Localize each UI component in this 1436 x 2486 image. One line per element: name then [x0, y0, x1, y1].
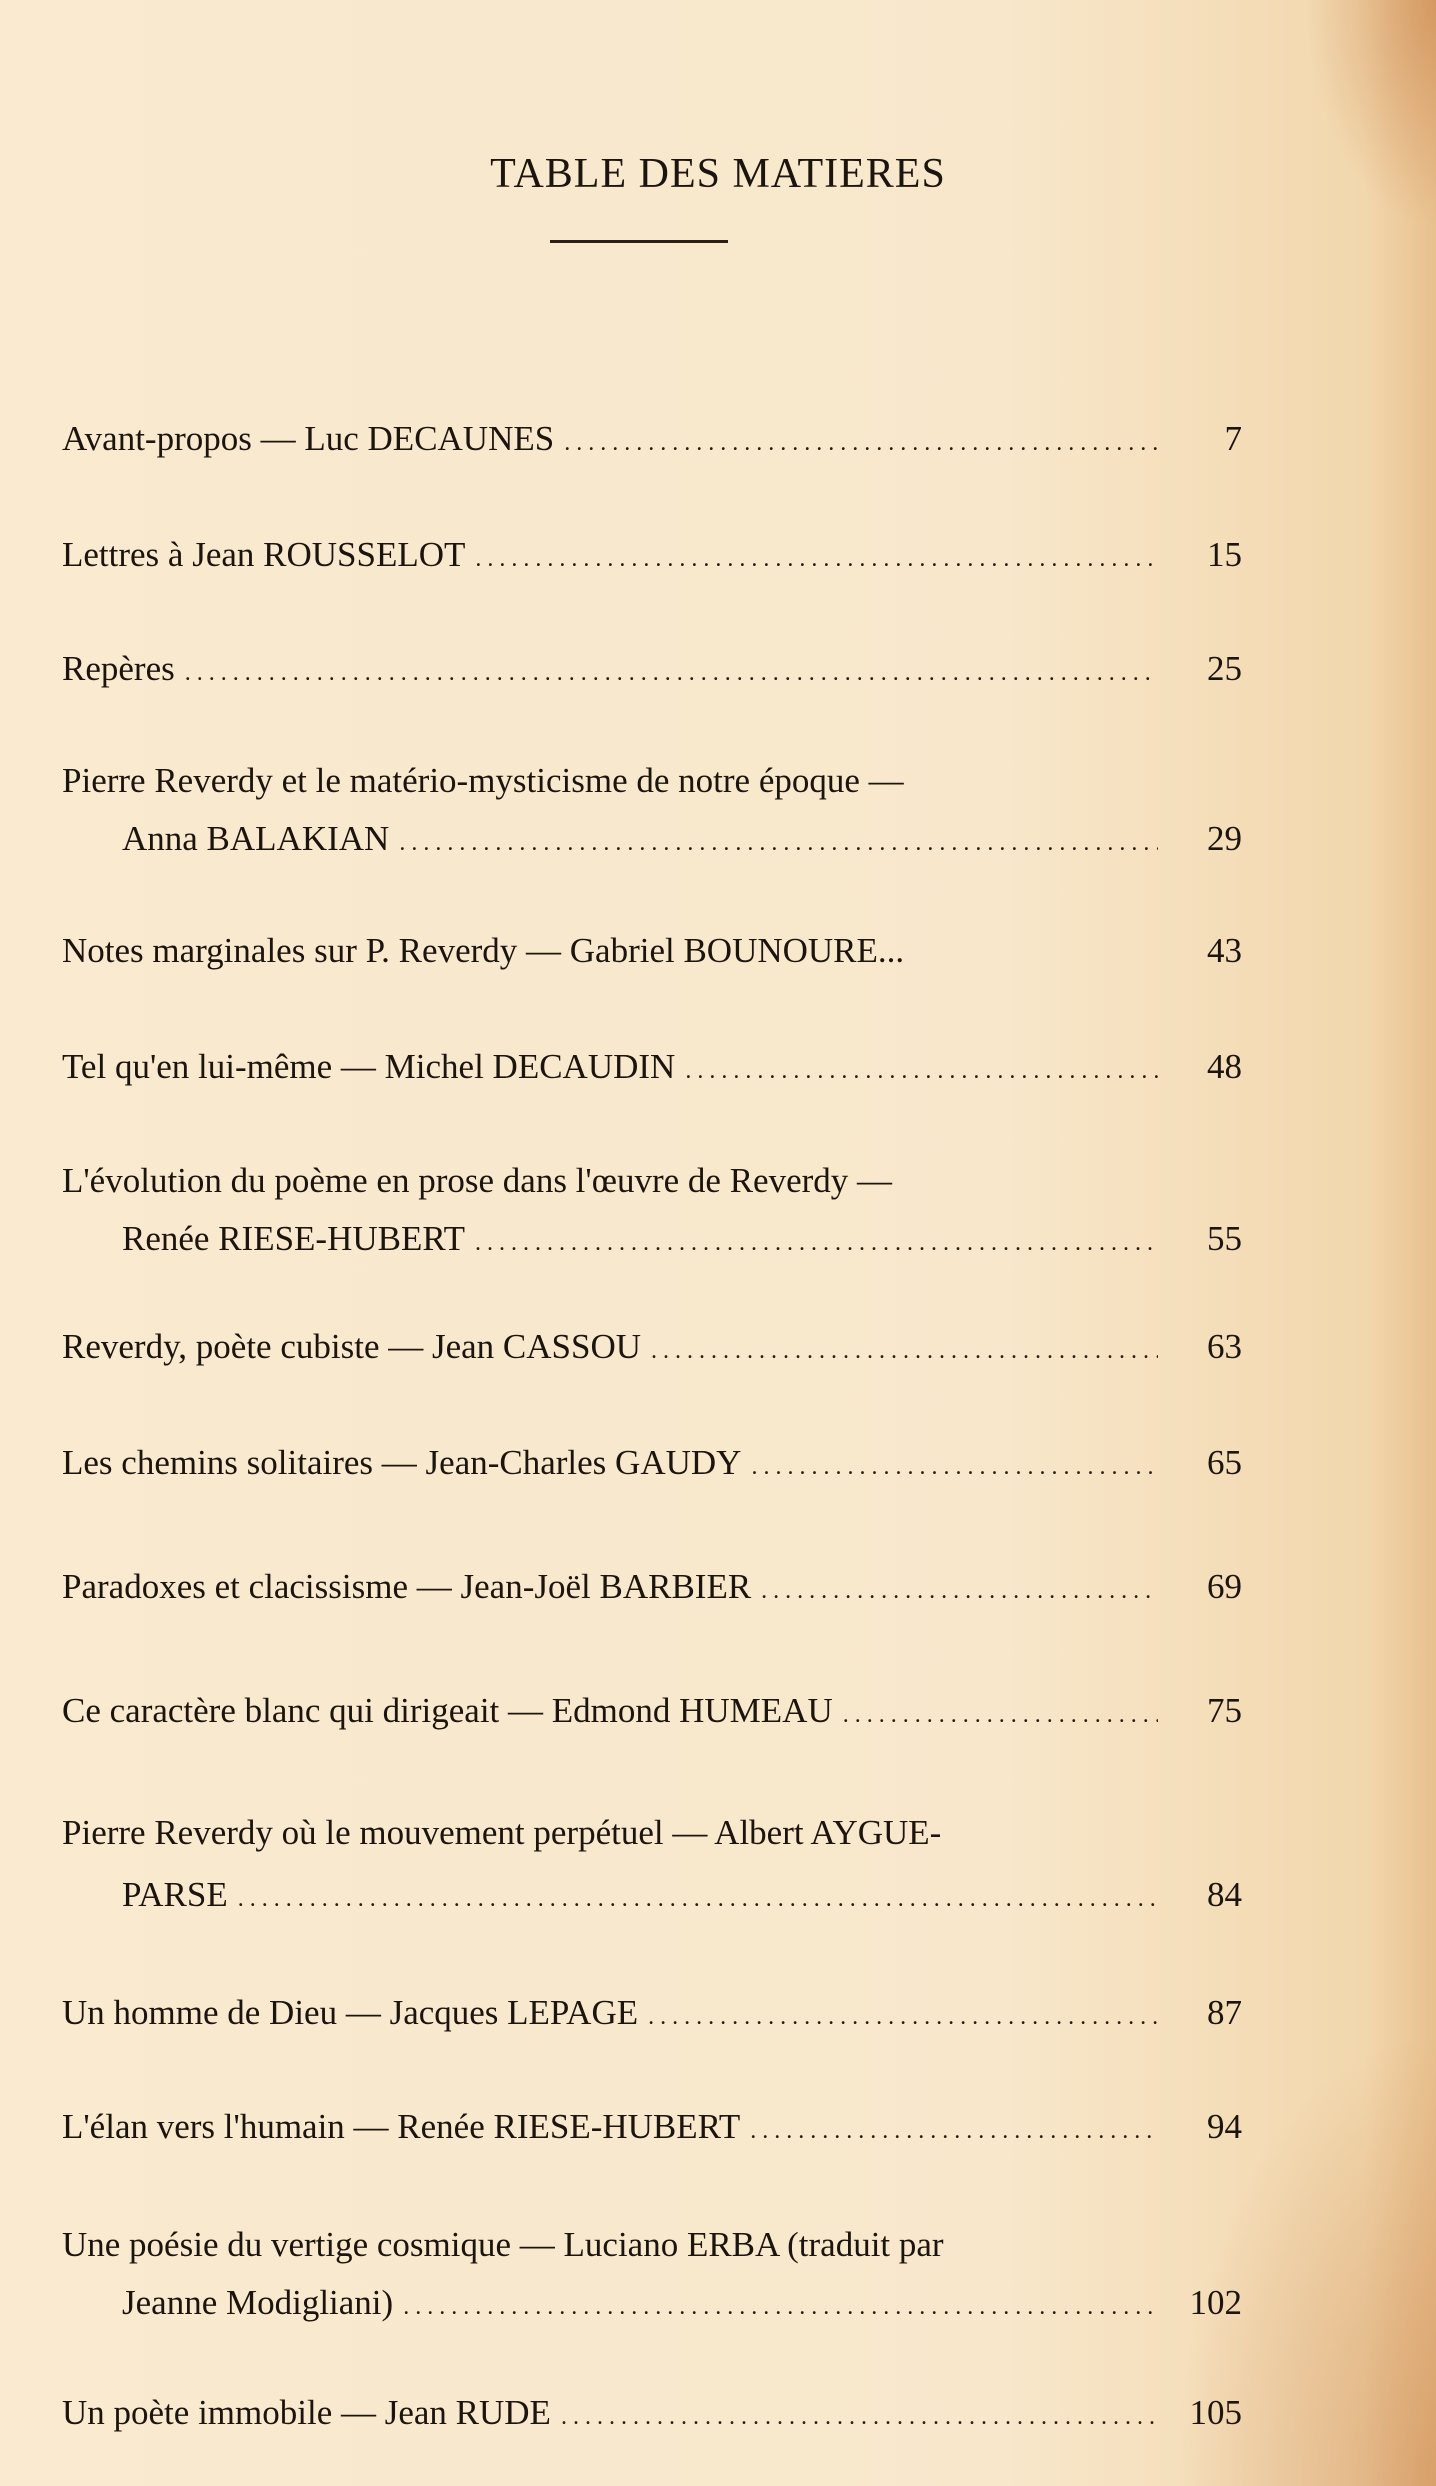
- dot-leader: [238, 1870, 1158, 1928]
- page-number: 65: [1207, 1443, 1242, 1482]
- entry-title: Un poète immobile — Jean RUDE: [62, 2393, 551, 2432]
- toc-entry: [62, 2098, 1242, 2160]
- toc-entry: [62, 1318, 1242, 1380]
- entry-title-continued: Jeanne Modigliani): [122, 2283, 394, 2322]
- entry-title: Avant-propos — Luc DECAUNES: [62, 419, 555, 458]
- entry-title: Reverdy, poète cubiste — Jean CASSOU: [62, 1327, 642, 1366]
- toc-entry: [62, 752, 1242, 872]
- title-rule: [550, 240, 728, 243]
- entry-title: Tel qu'en lui-même — Michel DECAUDIN: [62, 1047, 676, 1086]
- page-number: 102: [1189, 2283, 1242, 2322]
- dot-leader: [561, 2388, 1158, 2446]
- page-number: 29: [1207, 819, 1242, 858]
- entry-title-continued: PARSE: [122, 1875, 228, 1914]
- dot-leader: [403, 2278, 1158, 2336]
- page-number: 43: [1207, 931, 1242, 970]
- toc-entry: [62, 1682, 1242, 1744]
- page-number: 15: [1207, 535, 1242, 574]
- entry-title-continued: Renée RIESE-HUBERT: [122, 1219, 465, 1258]
- entry-title-continued: Anna BALAKIAN: [122, 819, 390, 858]
- page-title: TABLE DES MATIERES: [490, 151, 946, 197]
- dot-leader: [648, 1988, 1158, 2046]
- entry-title: L'élan vers l'humain — Renée RIESE-HUBERT: [62, 2107, 741, 2146]
- dot-leader: [751, 1438, 1158, 1496]
- dot-leader: [685, 1042, 1158, 1100]
- toc-entry: [62, 1984, 1242, 2046]
- entry-title: Pierre Reverdy où le mouvement perpétuel — Albert AYGUE-: [62, 1813, 942, 1852]
- page-number: 25: [1207, 649, 1242, 688]
- toc-entry: [62, 1558, 1242, 1620]
- entry-title: Pierre Reverdy et le matério-mysticisme de notre époque —: [62, 761, 904, 800]
- toc-entry: [62, 1152, 1242, 1272]
- toc-entry: [62, 1434, 1242, 1496]
- entry-title: Ce caractère blanc qui dirigeait — Edmond HUMEAU: [62, 1691, 833, 1730]
- dot-leader: [651, 1322, 1158, 1380]
- dot-leader: [750, 2102, 1158, 2160]
- toc-entry: [62, 1804, 1242, 1928]
- entry-title: Les chemins solitaires — Jean-Charles GAUDY: [62, 1443, 742, 1482]
- entry-title: Repères: [62, 649, 175, 688]
- toc-entry: [62, 922, 1242, 984]
- page-number: 75: [1207, 1691, 1242, 1730]
- entry-title: Une poésie du vertige cosmique — Luciano ERBA (traduit par: [62, 2225, 944, 2264]
- dot-leader: [843, 1686, 1158, 1744]
- entry-title: Lettres à Jean ROUSSELOT: [62, 535, 466, 574]
- toc-entry: [62, 2216, 1242, 2336]
- toc-entry: [62, 1038, 1242, 1100]
- dot-leader: [761, 1562, 1158, 1620]
- dot-leader: [564, 414, 1158, 472]
- page-number: 84: [1207, 1875, 1242, 1914]
- page-number: 48: [1207, 1047, 1242, 1086]
- entry-title: Notes marginales sur P. Reverdy — Gabriel BOUNOURE...: [62, 931, 905, 970]
- entry-title: Paradoxes et clacissisme — Jean-Joël BARBIER: [62, 1567, 752, 1606]
- entry-title: L'évolution du poème en prose dans l'œuvre de Reverdy —: [62, 1161, 893, 1200]
- toc-entry: [62, 2384, 1242, 2446]
- page-number: 55: [1207, 1219, 1242, 1258]
- page-number: 63: [1207, 1327, 1242, 1366]
- page-number: 7: [1224, 419, 1242, 458]
- toc-entry: [62, 526, 1242, 588]
- dot-leader: [475, 530, 1158, 588]
- page-number: 69: [1207, 1567, 1242, 1606]
- toc-entry: [62, 640, 1242, 702]
- dot-leader: [475, 1214, 1158, 1272]
- page-number: 94: [1207, 2107, 1242, 2146]
- page-number: 105: [1189, 2393, 1242, 2432]
- dot-leader: [399, 814, 1158, 872]
- page-number: 87: [1207, 1993, 1242, 2032]
- toc-entry: [62, 410, 1242, 472]
- dot-leader: [185, 644, 1158, 702]
- entry-title: Un homme de Dieu — Jacques LEPAGE: [62, 1993, 639, 2032]
